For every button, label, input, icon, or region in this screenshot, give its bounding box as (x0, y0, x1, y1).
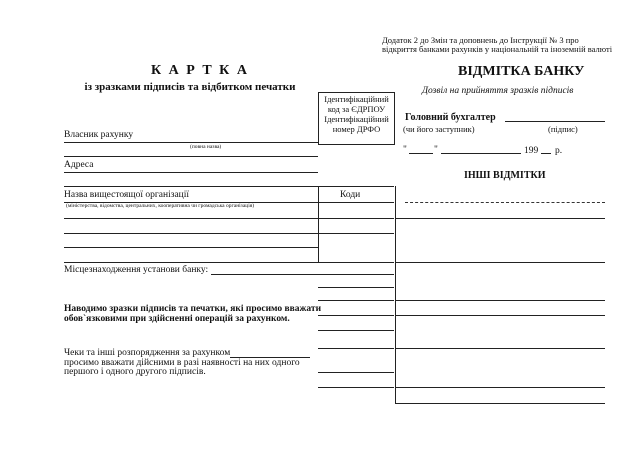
other-marks-title: ІНШІ ВІДМІТКИ (464, 170, 546, 181)
right-line-1 (405, 202, 605, 203)
date-month-line (441, 153, 521, 154)
owner-label: Власник рахунку (64, 130, 134, 140)
date-day-line (409, 153, 433, 154)
accountant-signature-line (505, 121, 605, 122)
samples-line (318, 315, 394, 316)
header-note-line2: відкриття банками рахунків у національній та іноземній валюті (382, 44, 613, 54)
samples-line-2 (318, 330, 394, 331)
owner-line (64, 142, 318, 143)
org-row-2 (64, 233, 394, 234)
org-label: Назва вищестоящої організації (64, 190, 190, 200)
signature-hint: (підпис) (548, 124, 578, 134)
address-line-2 (64, 186, 394, 187)
right-line-2 (395, 218, 605, 219)
card-subtitle: із зразками підписів та відбитком печатки (84, 81, 296, 93)
id-box-line1: Ідентифікаційний (324, 94, 389, 104)
cheques-line-3 (318, 387, 394, 388)
id-box-line3: Ідентифікаційний (324, 114, 389, 124)
codes-divider (318, 186, 319, 262)
cheques-line-1 (318, 348, 394, 349)
owner-hint: (повна назва) (190, 144, 222, 150)
date-open-quote: " (403, 145, 407, 155)
right-line-3 (395, 262, 605, 263)
owner-line-2 (64, 156, 318, 157)
org-hint: (міністерства, відомства, центральних, кооперативна чи громадська організація) (66, 203, 255, 209)
org-row-4 (64, 262, 394, 263)
right-line-7 (395, 387, 605, 388)
right-line-8 (395, 403, 605, 404)
cheques-text-line1: Чеки та інші розпорядження за рахунком (64, 348, 231, 358)
date-year-line (541, 153, 551, 154)
right-line-5 (395, 315, 605, 316)
date-close-quote: " (434, 145, 438, 155)
bank-location-line-3 (318, 300, 394, 301)
cheques-text-line3: першого і одного другого підписів. (64, 367, 206, 377)
id-box-line4: номер ДРФО (332, 124, 381, 134)
right-line-6 (395, 348, 605, 349)
bank-location-line (211, 274, 394, 275)
card-title: К А Р Т К А (151, 63, 249, 78)
org-row-3 (64, 247, 318, 248)
right-line-4 (395, 300, 605, 301)
deputy-hint: (чи його заступник) (403, 124, 475, 134)
codes-label: Коди (340, 190, 361, 200)
address-label: Адреса (64, 160, 94, 170)
cheques-line-2 (318, 372, 394, 373)
accountant-label: Головний бухгалтер (405, 112, 496, 123)
date-suffix: р. (555, 146, 563, 156)
bank-mark-title: ВІДМІТКА БАНКУ (458, 64, 585, 79)
samples-text-line1: Наводимо зразки підписів та печатки, які просимо вважати (64, 304, 322, 314)
bank-location-line-2 (318, 287, 394, 288)
org-row-1 (64, 218, 394, 219)
bank-location-label: Місцезнаходження установи банку: (64, 265, 209, 275)
address-line (64, 172, 318, 173)
permission-text: Дозвіл на прийняття зразків підписів (422, 86, 574, 96)
date-year: 199 (524, 146, 539, 156)
id-box-line2: код за ЄДРПОУ (327, 104, 386, 114)
cheques-text-line2: просимо вважати дійсними в разі наявності на них одного (64, 358, 300, 368)
samples-text-line2: обов`язковими при здійсненні операцій за рахунком. (64, 314, 290, 324)
header-note-line1: Додаток 2 до Змін та доповнень до Інструкції № 3 про (382, 35, 579, 45)
